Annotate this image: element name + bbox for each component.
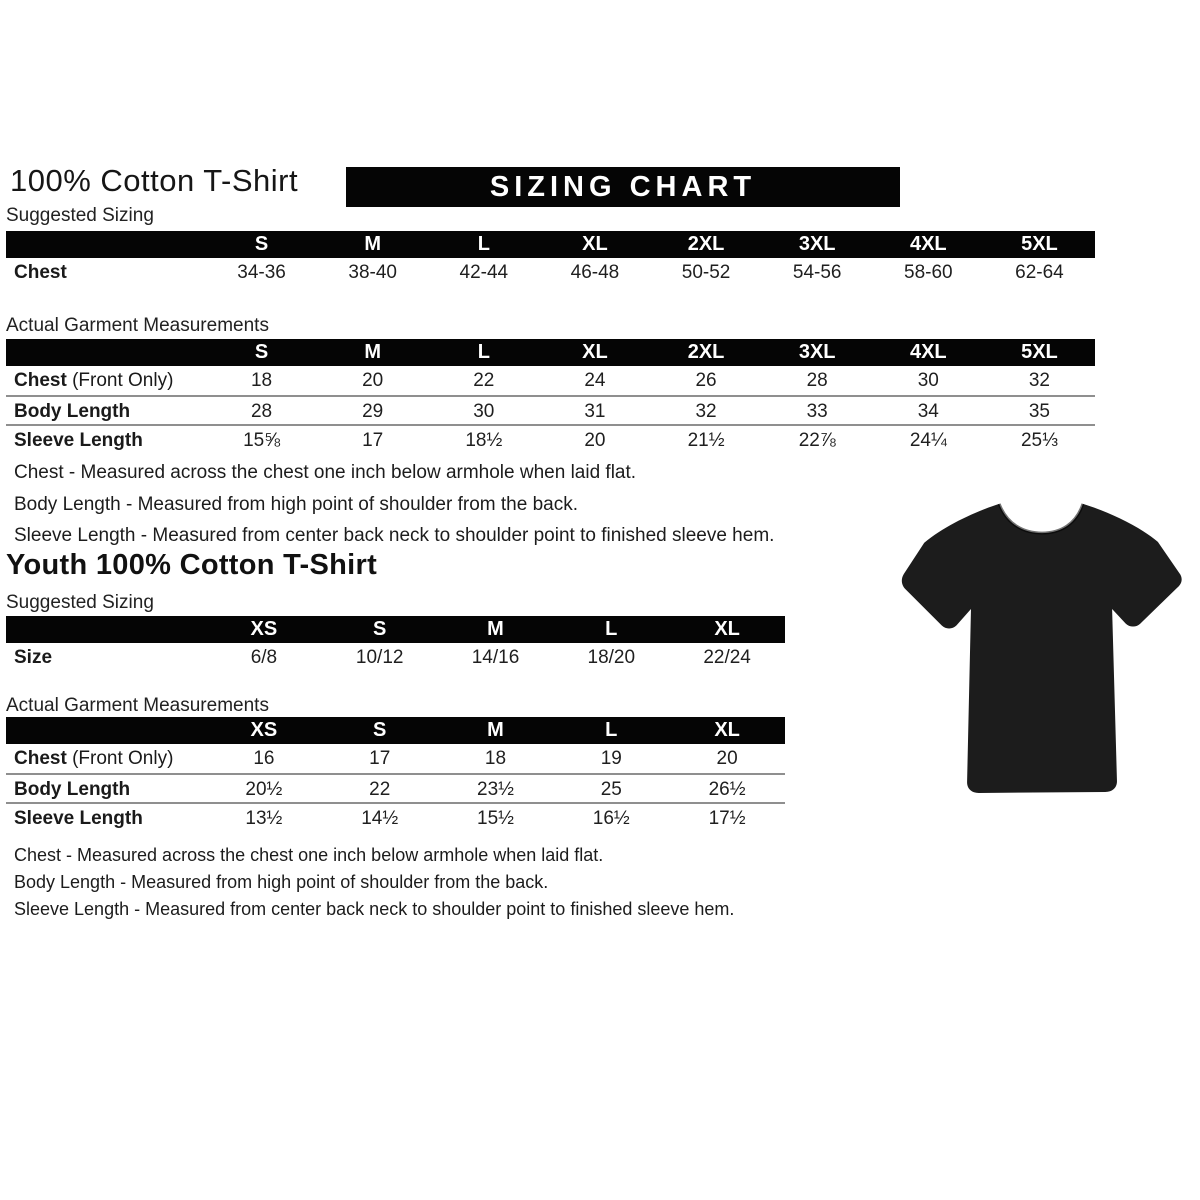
table-header-spacer — [6, 339, 206, 366]
table-cell: 18½ — [428, 424, 539, 453]
row-label-text: Sleeve Length — [14, 808, 143, 829]
column-header: 4XL — [873, 339, 984, 366]
table-cell: 31 — [539, 395, 650, 424]
table-cell: 42-44 — [459, 262, 509, 283]
table-cell: 6/8 — [250, 647, 278, 668]
table-cell: 20 — [362, 370, 384, 391]
column-header: XS — [206, 616, 322, 643]
table-cell: 25 — [553, 773, 669, 802]
table-cell: 24¼ — [873, 424, 984, 453]
table-cell: 21½ — [651, 424, 762, 453]
column-header: L — [428, 339, 539, 366]
table-header-spacer — [6, 717, 206, 744]
table-cell: 23½ — [438, 773, 554, 802]
table-cell: 16½ — [553, 802, 669, 831]
row-label — [6, 258, 206, 287]
column-header: S — [206, 339, 317, 366]
table-cell: 22 — [322, 773, 438, 802]
column-header: 3XL — [762, 339, 873, 366]
table-cell: 26 — [695, 370, 717, 391]
youth-title: Youth 100% Cotton T-Shirt — [6, 549, 378, 581]
table-cell: 16 — [253, 748, 275, 769]
table-cell: 32 — [1028, 370, 1050, 391]
column-header: 2XL — [651, 339, 762, 366]
sizing-chart-banner: SIZING CHART — [346, 167, 900, 207]
table-cell: 18 — [250, 370, 273, 391]
table-cell: 10/12 — [355, 647, 404, 668]
black-tshirt-image — [897, 484, 1189, 806]
column-header: S — [206, 231, 317, 258]
youth-note-chest: Chest - Measured across the chest one inch below armhole when laid flat. — [14, 845, 604, 865]
column-header: 3XL — [762, 231, 873, 258]
youth-suggested-sizing-table — [6, 616, 785, 672]
table-cell: 20 — [716, 748, 738, 769]
row-label-text: Chest — [14, 748, 67, 769]
table-cell: 38-40 — [348, 262, 397, 283]
youth-actual-measurements-label: Actual Garment Measurements — [6, 695, 269, 716]
table-cell: 35 — [984, 395, 1095, 424]
page-title: 100% Cotton T-Shirt — [10, 163, 299, 198]
table-cell: 18/20 — [587, 647, 636, 668]
table-cell: 46-48 — [570, 262, 620, 283]
adult-actual-measurements-label: Actual Garment Measurements — [6, 315, 269, 336]
tshirt-silhouette — [902, 504, 1182, 793]
row-label-text: Body Length — [14, 779, 131, 800]
column-header: L — [553, 616, 669, 643]
row-label — [6, 802, 206, 831]
row-label — [6, 744, 206, 773]
row-label-suffix: (Front Only) — [66, 370, 174, 391]
adult-suggested-sizing-label: Suggested Sizing — [6, 205, 154, 226]
note-body-length: Body Length - Measured from high point of shoulder from the back. — [14, 494, 578, 515]
youth-note-sleeve-length: Sleeve Length - Measured from center back neck to shoulder point to finished sleeve hem. — [14, 899, 735, 919]
column-header: M — [438, 616, 554, 643]
column-header: XL — [669, 616, 785, 643]
column-header: M — [317, 339, 428, 366]
column-header: M — [317, 231, 428, 258]
column-header: M — [438, 717, 554, 744]
table-cell: 62-64 — [1015, 262, 1064, 283]
table-cell: 50-52 — [681, 262, 731, 283]
table-cell: 26½ — [669, 773, 785, 802]
column-header: L — [553, 717, 669, 744]
table-cell: 14½ — [322, 802, 438, 831]
table-cell: 33 — [762, 395, 873, 424]
column-header: S — [322, 717, 438, 744]
row-label-text: Body Length — [14, 401, 131, 422]
note-chest: Chest - Measured across the chest one inch below armhole when laid flat. — [14, 462, 637, 483]
table-cell: 24 — [584, 370, 606, 391]
row-label — [6, 643, 206, 672]
youth-suggested-sizing-label: Suggested Sizing — [6, 592, 154, 613]
table-cell: 17½ — [669, 802, 785, 831]
table-cell: 19 — [600, 748, 622, 769]
row-label — [6, 395, 206, 424]
table-cell: 25⅓ — [984, 424, 1095, 453]
table-cell: 22⅞ — [762, 424, 873, 453]
column-header: 5XL — [984, 231, 1095, 258]
column-header: XL — [539, 231, 650, 258]
column-header: 4XL — [873, 231, 984, 258]
column-header: 2XL — [651, 231, 762, 258]
table-cell: 22/24 — [703, 647, 751, 668]
youth-actual-measurements-table — [6, 717, 785, 831]
table-cell: 30 — [428, 395, 539, 424]
table-cell: 22 — [473, 370, 495, 391]
table-cell: 15½ — [438, 802, 554, 831]
row-label-text: Sleeve Length — [14, 430, 143, 451]
table-cell: 13½ — [206, 802, 322, 831]
table-cell: 17 — [369, 748, 391, 769]
column-header: XL — [669, 717, 785, 744]
column-header: XS — [206, 717, 322, 744]
youth-note-body-length: Body Length - Measured from high point of shoulder from the back. — [14, 872, 549, 892]
table-cell: 32 — [651, 395, 762, 424]
note-sleeve-length: Sleeve Length - Measured from center back neck to shoulder point to finished sleeve hem. — [14, 525, 775, 546]
table-header-spacer — [6, 616, 206, 643]
column-header: XL — [539, 339, 650, 366]
table-cell: 29 — [317, 395, 428, 424]
row-label-text: Size — [14, 647, 53, 668]
row-label-suffix: (Front Only) — [66, 748, 174, 769]
table-cell: 54-56 — [792, 262, 842, 283]
table-cell: 14/16 — [471, 647, 520, 668]
table-cell: 17 — [317, 424, 428, 453]
column-header: 5XL — [984, 339, 1095, 366]
row-label-text: Chest — [14, 370, 67, 391]
table-header-spacer — [6, 231, 206, 258]
row-label — [6, 773, 206, 802]
table-cell: 18 — [484, 748, 507, 769]
row-label — [6, 424, 206, 453]
table-cell: 20½ — [206, 773, 322, 802]
row-label — [6, 366, 206, 395]
table-cell: 28 — [806, 370, 828, 391]
adult-suggested-sizing-table — [6, 231, 1095, 287]
table-cell: 34-36 — [237, 262, 286, 283]
table-cell: 58-60 — [904, 262, 953, 283]
table-cell: 28 — [206, 395, 317, 424]
table-cell: 34 — [873, 395, 984, 424]
table-cell: 15⅝ — [206, 424, 317, 453]
column-header: S — [322, 616, 438, 643]
table-cell: 20 — [539, 424, 650, 453]
adult-actual-measurements-table — [6, 339, 1095, 453]
row-label-text: Chest — [14, 262, 67, 283]
column-header: L — [428, 231, 539, 258]
table-cell: 30 — [917, 370, 939, 391]
